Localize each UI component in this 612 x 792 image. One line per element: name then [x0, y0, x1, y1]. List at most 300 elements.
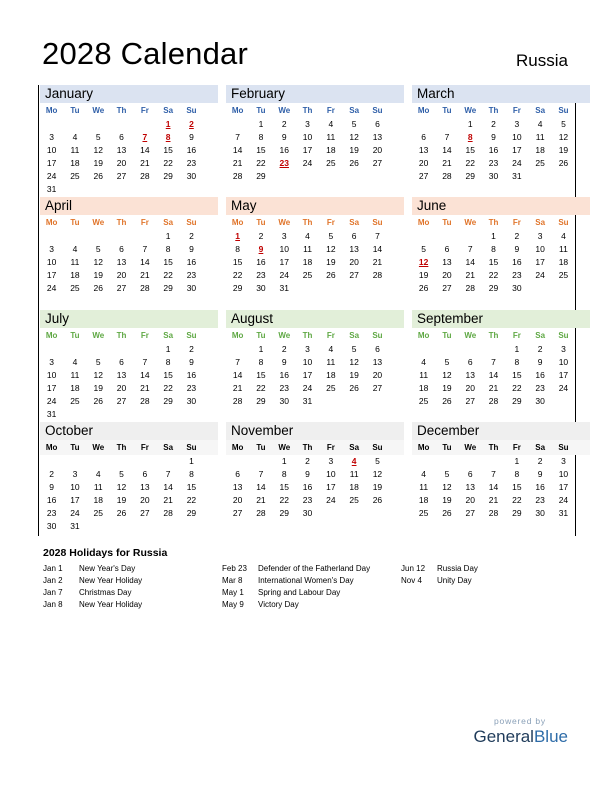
week-row [226, 144, 404, 157]
day-cell: 19 [372, 482, 383, 492]
weekday-label: Th [116, 218, 127, 227]
day-cell: 15 [163, 145, 173, 155]
day-cell: 6 [444, 244, 450, 254]
day-cell: 26 [558, 158, 569, 168]
day-cell: 20 [372, 145, 383, 155]
week-row [40, 131, 218, 144]
day-cell: 1 [165, 344, 171, 354]
day-cell: 26 [93, 396, 103, 406]
holiday-item [43, 587, 142, 599]
day-cell: 5 [444, 469, 450, 479]
weekday-label: Mo [231, 331, 244, 340]
holiday-column [43, 563, 142, 611]
day-cell: 25 [93, 508, 103, 518]
empty-day-cell [133, 455, 156, 468]
day-cell: 21 [163, 495, 173, 505]
day-cell: 12 [349, 132, 359, 142]
weekday-label: We [92, 443, 105, 452]
day-cell: 30 [279, 396, 289, 406]
month-october [40, 422, 218, 533]
week-row [40, 170, 218, 183]
day-cell: 11 [559, 244, 568, 254]
day-cell: 17 [326, 482, 336, 492]
day-cell: 2 [189, 344, 194, 354]
day-cell: 25 [418, 508, 429, 518]
holiday-name: New Year's Day [79, 564, 136, 573]
empty-day-cell [110, 343, 133, 356]
day-cell: 9 [258, 244, 264, 254]
weekday-header [40, 440, 218, 455]
day-cell: 17 [302, 370, 313, 380]
week-row [226, 269, 404, 282]
day-cell: 22 [232, 270, 243, 280]
holiday-column [401, 563, 478, 587]
day-cell: 9 [537, 357, 543, 367]
day-cell: 16 [512, 257, 522, 267]
day-cell: 10 [326, 469, 336, 479]
day-cell: 20 [465, 495, 475, 505]
weekday-header [412, 440, 590, 455]
holiday-date: Jan 8 [43, 600, 63, 609]
day-cell: 24 [535, 270, 545, 280]
day-cell: 21 [140, 383, 150, 393]
weekday-label: Sa [163, 443, 174, 452]
day-cell: 9 [537, 469, 543, 479]
day-cell: 13 [465, 370, 475, 380]
day-cell: 14 [488, 370, 499, 380]
day-cell: 5 [119, 469, 124, 479]
month-name: January [40, 85, 218, 103]
day-cell: 4 [72, 244, 78, 254]
day-cell: 26 [418, 283, 429, 293]
weekday-label: We [92, 218, 105, 227]
day-cell: 28 [140, 283, 150, 293]
day-cell: 13 [442, 257, 452, 267]
weekday-label: Su [186, 443, 197, 452]
weekday-label: Tu [256, 443, 266, 452]
empty-day-cell [63, 118, 86, 131]
day-cell: 24 [279, 270, 289, 280]
day-cell: 28 [465, 283, 475, 293]
day-cell: 21 [488, 495, 499, 505]
weekday-label: Su [186, 331, 197, 340]
weekday-label: Mo [45, 106, 58, 115]
day-cell: 16 [279, 370, 289, 380]
day-cell: 25 [418, 396, 429, 406]
day-cell: 20 [116, 270, 127, 280]
day-cell: 30 [186, 171, 197, 181]
day-cell: 12 [116, 482, 127, 492]
week-row [226, 382, 404, 395]
day-cell: 22 [256, 158, 266, 168]
month-name: March [412, 85, 590, 103]
day-cell: 2 [189, 231, 194, 241]
day-cell: 21 [256, 495, 266, 505]
country-label: Russia [516, 51, 568, 70]
day-cell: 25 [326, 383, 336, 393]
day-cell: 22 [256, 383, 266, 393]
day-cell: 19 [93, 383, 103, 393]
holiday-date: May 9 [222, 600, 244, 609]
week-row [226, 243, 404, 256]
day-cell: 6 [119, 244, 124, 254]
holiday-name: Victory Day [258, 600, 299, 609]
week-row [226, 170, 404, 183]
day-cell: 17 [558, 370, 569, 380]
day-cell: 27 [372, 158, 383, 168]
empty-day-cell [482, 343, 505, 356]
day-cell: 28 [442, 171, 452, 181]
day-cell: 20 [232, 495, 243, 505]
empty-day-cell [156, 455, 179, 468]
day-cell: 18 [349, 482, 359, 492]
holiday-item [43, 599, 142, 611]
weekday-label: Mo [45, 218, 58, 227]
holiday-name: Unity Day [437, 576, 472, 585]
day-cell: 30 [302, 508, 313, 518]
day-cell: 23 [488, 158, 499, 168]
day-cell: 7 [142, 244, 148, 254]
day-cell: 1 [165, 119, 171, 129]
month-december [412, 422, 590, 520]
day-cell: 26 [372, 495, 383, 505]
day-cell: 22 [163, 270, 173, 280]
day-cell: 5 [95, 244, 101, 254]
weekday-label: Fr [326, 106, 335, 115]
week-row [412, 343, 590, 356]
week-row [412, 269, 590, 282]
month-september [412, 310, 590, 408]
day-cell: 15 [186, 482, 197, 492]
day-cell: 25 [70, 396, 80, 406]
empty-day-cell [482, 455, 505, 468]
day-cell: 1 [189, 456, 194, 466]
day-cell: 17 [70, 495, 80, 505]
weekday-label: Fr [326, 443, 335, 452]
empty-day-cell [435, 455, 458, 468]
day-cell: 16 [186, 257, 197, 267]
day-cell: 29 [163, 171, 173, 181]
day-cell: 25 [326, 158, 336, 168]
day-cell: 26 [93, 171, 103, 181]
day-cell: 1 [258, 119, 264, 129]
day-cell: 24 [558, 495, 569, 505]
day-cell: 13 [116, 257, 127, 267]
day-cell: 18 [70, 158, 80, 168]
day-cell: 23 [535, 383, 545, 393]
month-name: April [40, 197, 218, 215]
weekday-label: Tu [442, 106, 452, 115]
day-cell: 9 [189, 132, 194, 142]
page-title: 2028 Calendar [42, 36, 248, 71]
week-row [412, 131, 590, 144]
weekday-label: Sa [163, 106, 174, 115]
day-cell: 28 [372, 270, 383, 280]
empty-day-cell [63, 455, 86, 468]
week-row [412, 243, 590, 256]
weekday-label: Mo [417, 331, 430, 340]
weekday-label: We [278, 218, 291, 227]
day-cell: 28 [140, 171, 150, 181]
day-cell: 21 [372, 257, 383, 267]
day-cell: 22 [512, 383, 522, 393]
day-cell: 18 [326, 370, 336, 380]
day-cell: 11 [70, 257, 80, 267]
day-cell: 11 [535, 132, 545, 142]
weekday-label: Fr [140, 106, 149, 115]
weekday-header [412, 328, 590, 343]
day-cell: 24 [46, 396, 57, 406]
day-cell: 23 [279, 383, 289, 393]
week-row [226, 455, 404, 468]
day-cell: 17 [46, 270, 57, 280]
day-cell: 6 [142, 469, 148, 479]
week-row [40, 144, 218, 157]
day-cell: 10 [302, 357, 313, 367]
day-cell: 30 [535, 508, 545, 518]
empty-day-cell [133, 343, 156, 356]
week-row [40, 382, 218, 395]
empty-day-cell [87, 118, 110, 131]
empty-day-cell [87, 343, 110, 356]
week-row [40, 157, 218, 170]
holiday-name: Defender of the Fatherland Day [258, 564, 371, 573]
day-cell: 15 [512, 370, 522, 380]
day-cell: 16 [535, 370, 545, 380]
logo-brand-blue: Blue [533, 727, 568, 746]
day-cell: 23 [302, 495, 313, 505]
week-row [412, 157, 590, 170]
holiday-item [222, 599, 370, 611]
day-cell: 23 [512, 270, 522, 280]
weekday-label: Tu [256, 331, 266, 340]
weekday-label: Th [488, 331, 499, 340]
day-cell: 1 [491, 231, 496, 241]
weekday-label: Su [558, 218, 569, 227]
day-cell: 3 [281, 231, 287, 241]
day-cell: 27 [116, 283, 127, 293]
weekday-label: Su [186, 218, 197, 227]
weekday-label: Tu [442, 443, 452, 452]
day-cell: 21 [442, 158, 452, 168]
holiday-item [401, 563, 478, 575]
day-cell: 27 [232, 508, 243, 518]
day-cell: 29 [163, 283, 173, 293]
weekday-label: Th [488, 218, 499, 227]
day-cell: 27 [349, 270, 359, 280]
week-row [412, 230, 590, 243]
week-row [226, 131, 404, 144]
weekday-label: Sa [163, 218, 174, 227]
day-cell: 21 [232, 158, 243, 168]
day-cell: 13 [140, 482, 150, 492]
weekday-label: Th [116, 106, 127, 115]
day-cell: 5 [351, 119, 357, 129]
day-cell: 8 [258, 132, 264, 142]
day-cell: 5 [561, 119, 566, 129]
week-row [40, 468, 218, 481]
day-cell: 25 [558, 270, 569, 280]
day-cell: 10 [70, 482, 80, 492]
weekday-label: Mo [417, 106, 430, 115]
day-cell: 2 [537, 456, 543, 466]
day-cell: 14 [232, 145, 243, 155]
day-cell: 23 [535, 495, 545, 505]
day-cell: 9 [49, 482, 55, 492]
day-cell: 3 [49, 244, 55, 254]
month-june [412, 197, 590, 295]
holiday-date: May 1 [222, 588, 244, 597]
day-cell: 30 [256, 283, 266, 293]
week-row [40, 507, 218, 520]
day-cell: 18 [418, 495, 429, 505]
weekday-label: Mo [231, 106, 244, 115]
empty-day-cell [435, 230, 458, 243]
week-row [40, 269, 218, 282]
weekday-label: Sa [349, 331, 360, 340]
day-cell: 1 [235, 231, 241, 241]
day-cell: 14 [442, 145, 452, 155]
day-cell: 22 [163, 383, 173, 393]
day-cell: 22 [512, 495, 522, 505]
month-july [40, 310, 218, 421]
generalblue-logo[interactable] [472, 716, 568, 747]
day-cell: 25 [70, 171, 80, 181]
day-cell: 2 [491, 119, 496, 129]
weekday-label: Tu [70, 218, 80, 227]
day-cell: 7 [467, 244, 473, 254]
day-cell: 7 [375, 231, 380, 241]
weekday-header [412, 103, 590, 118]
holiday-date: Mar 8 [222, 576, 243, 585]
month-name: October [40, 422, 218, 440]
holiday-item [43, 575, 142, 587]
day-cell: 22 [163, 158, 173, 168]
month-name: December [412, 422, 590, 440]
day-cell: 2 [49, 469, 55, 479]
week-row [226, 157, 404, 170]
day-cell: 9 [514, 244, 520, 254]
day-cell: 29 [256, 171, 266, 181]
day-cell: 27 [372, 383, 383, 393]
week-row [226, 369, 404, 382]
weekday-label: We [278, 106, 291, 115]
day-cell: 2 [305, 456, 310, 466]
week-row [226, 356, 404, 369]
day-cell: 30 [186, 283, 197, 293]
week-row [226, 395, 404, 408]
weekday-label: Sa [349, 106, 360, 115]
day-cell: 6 [375, 119, 380, 129]
month-january [40, 85, 218, 196]
empty-day-cell [40, 118, 63, 131]
day-cell: 19 [116, 495, 127, 505]
day-cell: 24 [512, 158, 522, 168]
day-cell: 14 [465, 257, 475, 267]
day-cell: 11 [326, 132, 336, 142]
month-name: February [226, 85, 404, 103]
day-cell: 29 [232, 283, 243, 293]
holiday-item [222, 563, 370, 575]
logo-brand [472, 727, 568, 747]
day-cell: 18 [70, 383, 80, 393]
holiday-date: Jan 7 [43, 588, 63, 597]
day-cell: 28 [232, 396, 243, 406]
holiday-name: Spring and Labour Day [258, 588, 341, 597]
empty-day-cell [435, 343, 458, 356]
day-cell: 30 [535, 396, 545, 406]
week-row [412, 356, 590, 369]
day-cell: 25 [302, 270, 313, 280]
month-november [226, 422, 404, 520]
day-cell: 19 [349, 370, 359, 380]
day-cell: 27 [418, 171, 429, 181]
empty-day-cell [40, 230, 63, 243]
day-cell: 1 [514, 456, 520, 466]
day-cell: 3 [49, 132, 55, 142]
day-cell: 27 [116, 396, 127, 406]
day-cell: 17 [558, 482, 569, 492]
week-row [40, 118, 218, 131]
day-cell: 1 [258, 344, 264, 354]
day-cell: 26 [326, 270, 336, 280]
day-cell: 14 [256, 482, 266, 492]
day-cell: 4 [351, 456, 357, 466]
day-cell: 29 [163, 396, 173, 406]
day-cell: 10 [535, 244, 545, 254]
empty-day-cell [40, 343, 63, 356]
day-cell: 17 [512, 145, 522, 155]
holiday-date: Jan 2 [43, 576, 63, 585]
day-cell: 2 [189, 119, 194, 129]
day-cell: 6 [119, 132, 124, 142]
week-row [412, 468, 590, 481]
weekday-label: Su [186, 106, 197, 115]
day-cell: 25 [535, 158, 545, 168]
holiday-date: Feb 23 [222, 564, 247, 573]
weekday-label: Tu [70, 106, 80, 115]
day-cell: 11 [93, 482, 103, 492]
day-cell: 7 [491, 357, 496, 367]
day-cell: 28 [163, 508, 173, 518]
week-row [412, 369, 590, 382]
day-cell: 31 [302, 396, 313, 406]
day-cell: 16 [302, 482, 313, 492]
day-cell: 13 [465, 482, 475, 492]
weekday-label: Su [558, 106, 569, 115]
day-cell: 22 [186, 495, 197, 505]
day-cell: 3 [537, 231, 543, 241]
day-cell: 12 [372, 469, 383, 479]
day-cell: 31 [279, 283, 289, 293]
day-cell: 21 [140, 158, 150, 168]
weekday-label: Fr [512, 106, 521, 115]
day-cell: 14 [140, 370, 150, 380]
day-cell: 24 [558, 383, 569, 393]
empty-day-cell [435, 118, 458, 131]
day-cell: 31 [558, 508, 569, 518]
weekday-label: Th [302, 443, 313, 452]
day-cell: 4 [561, 231, 566, 241]
day-cell: 19 [442, 383, 452, 393]
holiday-item [43, 563, 142, 575]
weekday-label: We [464, 218, 477, 227]
empty-day-cell [110, 118, 133, 131]
weekday-header [226, 215, 404, 230]
month-name: July [40, 310, 218, 328]
day-cell: 26 [116, 508, 127, 518]
day-cell: 17 [279, 257, 289, 267]
